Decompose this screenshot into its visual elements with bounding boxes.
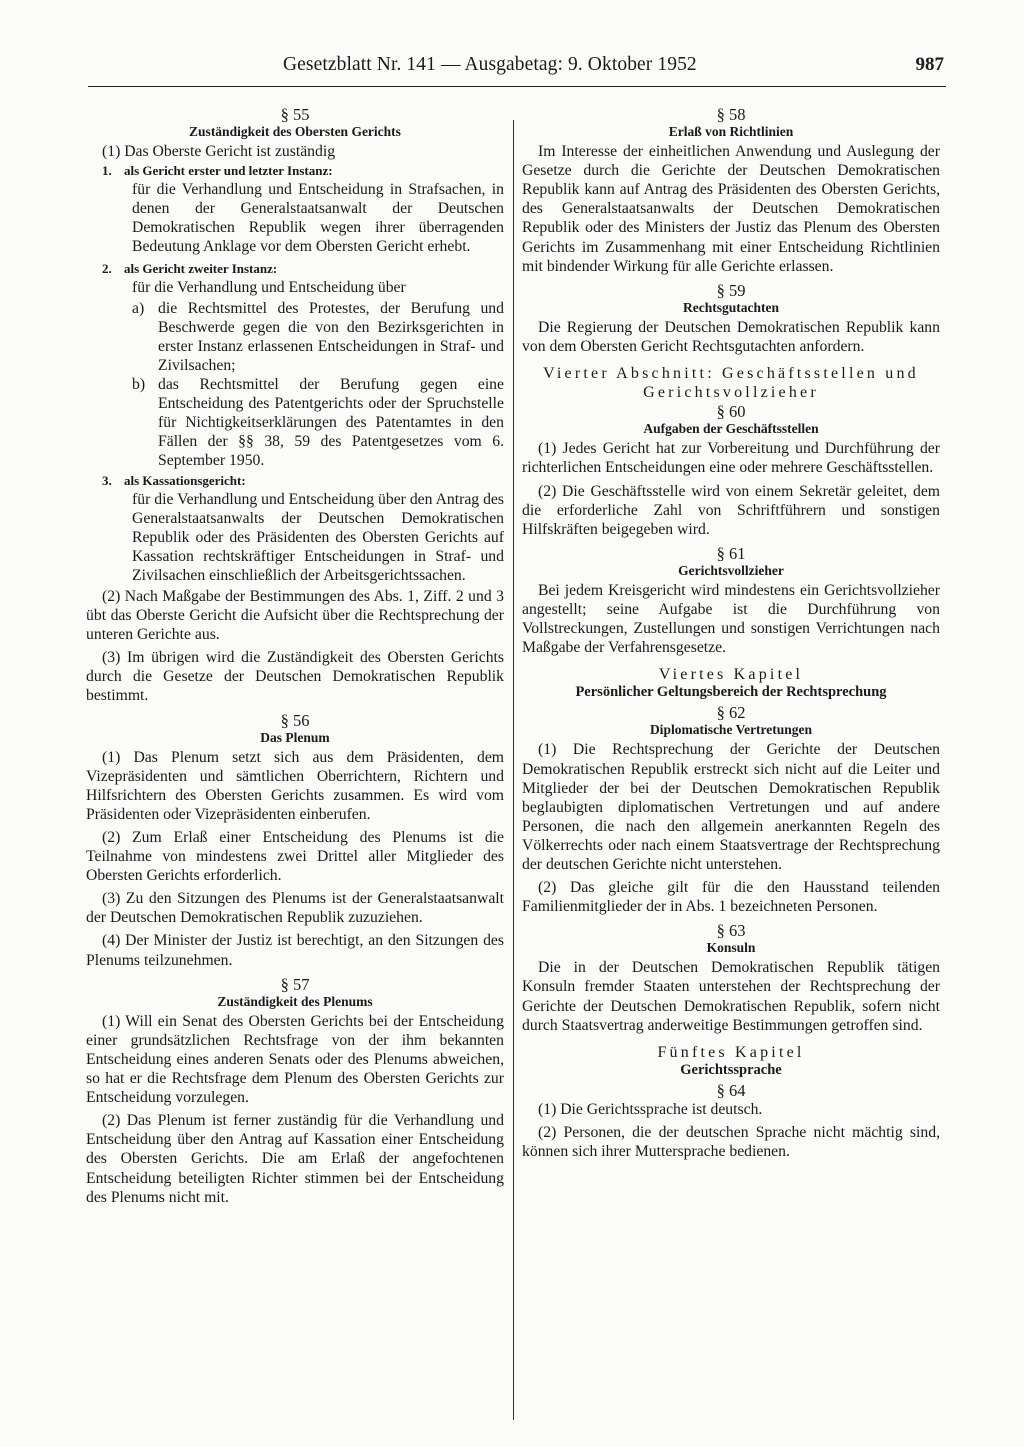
section-number: § 64 (716, 1080, 746, 1100)
section-number: § 61 (716, 543, 746, 563)
section-56 (86, 711, 504, 970)
paragraph: (2) Das Plenum ist ferner zuständig für die Verhandlung und Entscheidung über den Antrag auf Kassation einer Entscheidung des Obersten Gerichts. Die am Erlaß der angefochtenen Entscheidung beteiligten Richter stimmen bei der Entscheidung des Plenums nicht mit. (86, 1112, 504, 1206)
item-number: 1. (102, 163, 112, 179)
paragraph: (2) Nach Maßgabe der Bestimmungen des Abs. 1, Ziff. 2 und 3 übt das Oberste Gericht die Aufsicht über die Rechtsprechung der unteren Gerichte aus. (86, 587, 504, 644)
section-title: Rechtsgutachten (683, 299, 779, 315)
paragraph: (1) Jedes Gericht hat zur Vorbereitung und Durchführung der richterlichen Entscheidungen eine oder mehrere Geschäftsstellen. (522, 440, 940, 477)
header-title: Gesetzblatt Nr. 141 — Ausgabetag: 9. Oktober 1952 (283, 54, 697, 75)
item-heading (86, 259, 504, 278)
item-heading (86, 161, 504, 180)
paragraph: (2) Zum Erlaß einer Entscheidung des Plenums ist die Teilnahme von mindestens zwei Drittel aller Mitglieder des Obersten Gerichts erforderlich. (86, 829, 504, 885)
section-63 (522, 921, 940, 1034)
section-55 (86, 105, 504, 706)
sub-item (86, 375, 504, 470)
sub-item-label: b) (132, 376, 146, 394)
section-number: § 60 (716, 402, 746, 422)
section-60 (522, 402, 940, 539)
left-column (86, 100, 504, 1211)
section-59 (522, 281, 940, 356)
paragraph: (3) Im übrigen wird die Zuständigkeit des Obersten Gerichts durch die Gesetze der Deutschen Demokratischen Republik bestimmt. (86, 649, 504, 705)
section-title: Diplomatische Vertretungen (649, 722, 813, 738)
paragraph: Die in der Deutschen Demokratischen Republik tätigen Konsuln fremder Staaten unterstehen der Rechtsprechung der Gerichte der Deutschen Demokratischen Republik, sofern nicht durch Staatsvertrag anderweitige Bestimmungen getroffen sind. (522, 959, 940, 1034)
item-body: für die Verhandlung und Entscheidung in Strafsachen, in denen der Generalstaatsanwalt der Deutschen Demokratischen Republik wegen ihrer überragenden Bedeutung Anklage vor dem Obersten Gericht erhebt. (132, 181, 504, 256)
paragraph: Bei jedem Kreisgericht wird mindestens ein Gerichtsvollzieher angestellt; seine Aufgabe ist die Durchführung von Vollstreckungen, Zustellungen und sonstigen Verrichtungen nach Maßgabe der Verfahrensgesetze. (522, 581, 940, 657)
item-body: für die Verhandlung und Entscheidung über den Antrag des Generalstaatsanwalts der Deutschen Demokratischen Republik oder des Präsidenten des Obersten Gerichts auf Kassation rechtskräftiger Entscheidungen in Straf- und Zivilsachen einschließlich der Arbeitsgerichtssachen. (132, 490, 504, 584)
paragraph: (1) Das Oberste Gericht ist zuständig (102, 143, 336, 161)
sub-item-label: a) (132, 299, 145, 317)
paragraph: (2) Personen, die der deutschen Sprache nicht mächtig sind, können sich ihrer Muttersprache bedienen. (522, 1124, 940, 1161)
section-58 (522, 105, 940, 276)
section-title: Zuständigkeit des Plenums (217, 993, 373, 1009)
section-title: Aufgaben der Geschäftsstellen (643, 421, 819, 437)
section-number: § 62 (716, 703, 746, 723)
item-heading-text: als Gericht erster und letzter Instanz: (124, 163, 333, 179)
section-57 (86, 975, 504, 1207)
section-number: § 58 (716, 105, 746, 124)
item-body: für die Verhandlung und Entscheidung über (132, 278, 406, 296)
item-heading (86, 471, 504, 490)
paragraph: (1) Die Rechtsprechung der Gerichte der Deutschen Demokratischen Republik erstreckt sich nicht auf die Leiter und Mitglieder der bei der Deutschen Demokratischen Republik beglaubigten diplomatischen Vertretungen und auf andere Personen, die nach den allgemein anerkannten Regeln des Völkerrechts oder nach einem Staatsvertrage der Rechtsprechung der deutschen Gerichte nicht unterstehen. (522, 741, 940, 873)
sub-item-text: die Rechtsmittel des Protestes, der Berufung und Beschwerde gegen die von den Bezirksgerichten in erster Instanz erlassenen Entscheidungen in Straf- und Zivilsachen; (158, 299, 504, 374)
paragraph: (2) Das gleiche gilt für die den Hausstand teilenden Familienmitglieder der in Abs. 1 bezeichneten Personen. (522, 879, 940, 916)
paragraph: (1) Die Gerichtssprache ist deutsch. (538, 1100, 763, 1118)
paragraph: Die Regierung der Deutschen Demokratischen Republik kann von dem Obersten Gericht Rechtsgutachten anfordern. (522, 318, 940, 355)
section-title: Konsuln (706, 940, 756, 956)
item-heading-text: als Gericht zweiter Instanz: (124, 260, 278, 276)
section-title: Gerichtsvollzieher (678, 562, 784, 578)
chapter-heading: Viertes Kapitel (658, 666, 804, 684)
chapter-title: Persönlicher Geltungsbereich der Rechtsprechung (575, 684, 887, 701)
section-number: § 56 (280, 710, 310, 730)
right-column (522, 100, 940, 1165)
sub-item-text: das Rechtsmittel der Berufung gegen eine Entscheidung des Patentgerichts oder der Spruchstelle für Nichtigkeitserklärungen des Patentamtes in den Fällen der §§ 38, 59 des Patentgesetzes vom 6. September 1950. (158, 376, 504, 470)
paragraph: (1) Das Plenum setzt sich aus dem Präsidenten, dem Vizepräsidenten und sämtlichen Oberrichtern, Richtern und Hilfsrichtern des Obersten Gerichts zusammen. Es wird vom Präsidenten oder Vizepräsidenten einberufen. (86, 748, 504, 823)
section-number: § 63 (716, 921, 746, 941)
chapter-title: Gerichtssprache (680, 1061, 782, 1078)
paragraph: Im Interesse der einheitlichen Anwendung und Auslegung der Gesetze durch die Gerichte der Deutschen Demokratischen Republik kann auf Antrag des Präsidenten des Obersten Gerichts, des Generalstaatsanwalts der Deutschen Demokratischen Republik oder des Ministers der Justiz das Plenum des Obersten Gerichts im Zusammenhang mit einer Entscheidung Richtlinien mit bindender Wirkung für alle Gerichte erlassen. (522, 143, 940, 275)
section-64 (522, 1081, 940, 1161)
abschnitt-heading: Vierter Abschnitt: Geschäftsstellen und Gerichtsvollzieher (543, 365, 919, 402)
item-number: 3. (102, 472, 112, 488)
section-number: § 59 (716, 280, 746, 300)
item-number: 2. (102, 260, 112, 276)
paragraph: (2) Die Geschäftsstelle wird von einem Sekretär geleitet, dem die erforderliche Zahl von Schriftführern und sonstigen Hilfskräften beigegeben wird. (522, 482, 940, 538)
section-title: Erlaß von Richtlinien (668, 124, 794, 140)
column-divider (513, 120, 514, 1420)
section-title: Das Plenum (260, 729, 330, 745)
section-number: § 57 (280, 974, 310, 994)
section-62 (522, 703, 940, 916)
item-heading-text: als Kassationsgericht: (124, 472, 246, 488)
section-title: Zuständigkeit des Obersten Gerichts (189, 124, 401, 140)
paragraph: (1) Will ein Senat des Obersten Gerichts bei der Entscheidung einer grundsätzlichen Rechtsfrage von der ihm bekannten Entscheidung eines anderen Senats oder des Plenums abweichen, so hat er die Rechtsfrage dem Plenum des Obersten Gerichts zur Entscheidung vorzulegen. (86, 1012, 504, 1107)
chapter-heading: Fünftes Kapitel (657, 1043, 805, 1061)
paragraph: (4) Der Minister der Justiz ist berechtigt, an den Sitzungen des Plenums teilzunehmen. (86, 932, 504, 969)
sub-item (86, 299, 504, 375)
section-number: § 55 (280, 105, 310, 124)
page-number: 987 (915, 54, 944, 75)
section-61 (522, 544, 940, 657)
paragraph: (3) Zu den Sitzungen des Plenums ist der Generalstaatsanwalt der Deutschen Demokratischen Republik zuzuziehen. (86, 890, 504, 927)
page-header (88, 54, 946, 87)
